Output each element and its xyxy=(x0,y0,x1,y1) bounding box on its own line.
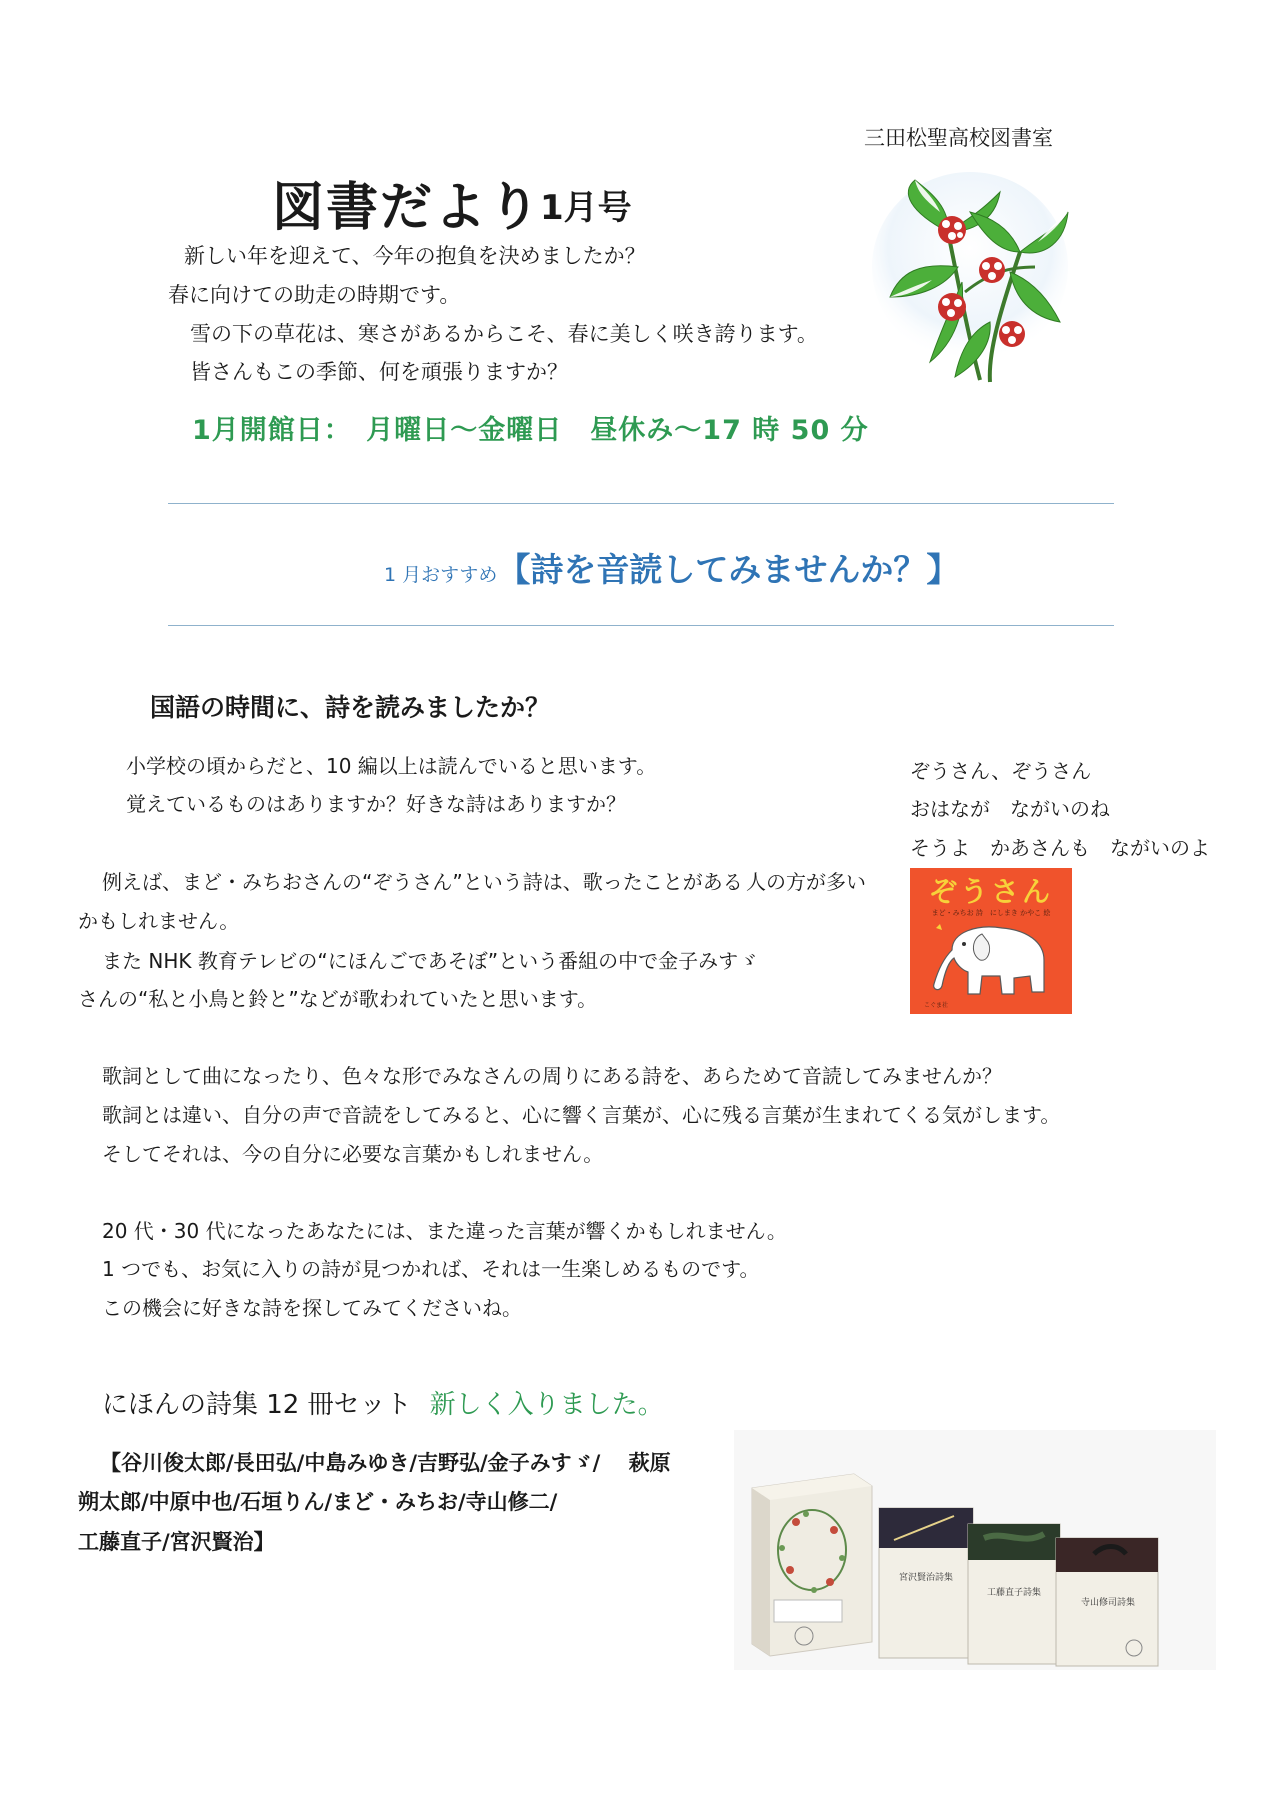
author-line: 朔太郎/中原中也/石垣りん/まど・みちお/寺山修二/ xyxy=(78,1490,558,1514)
spine-title-3: 寺山修司詩集 xyxy=(1080,1598,1136,1608)
school-name: 三田松聖高校図書室 xyxy=(864,126,1053,150)
poetry-set-heading xyxy=(102,1384,664,1421)
author-line: 【谷川俊太郎/長田弘/中島みゆき/吉野弘/金子みすゞ/ 萩原 xyxy=(100,1451,671,1475)
poem-line: ぞうさん、ぞうさん xyxy=(910,759,1092,783)
body-line: 小学校の頃からだと、10 編以上は読んでいると思います。 xyxy=(126,754,657,778)
spine-title-1: 宮沢賢治詩集 xyxy=(898,1573,954,1583)
poetry-set-photo xyxy=(734,1430,1216,1670)
intro-line: 皆さんもこの季節、何を頑張りますか？ xyxy=(190,360,568,384)
intro-line: 春に向けての助走の時期です。 xyxy=(168,283,461,307)
body-line: 歌詞とは違い、自分の声で音読をしてみると、心に響く言葉が、心に残る言葉が生まれてくる気がします。 xyxy=(102,1103,1061,1127)
spine-title-2: 工藤直子詩集 xyxy=(986,1588,1042,1598)
newsletter-title: 図書だより xyxy=(272,178,543,238)
body-line: さんの“私と小鳥と鈴と”などが歌われていたと思います。 xyxy=(78,987,598,1011)
poem-line: そうよ かあさんも ながいのよ xyxy=(910,836,1210,860)
new-arrival-label: 新しく入りました。 xyxy=(429,1390,664,1420)
body-line: 人の方が多い xyxy=(746,870,866,894)
body-line: 歌詞として曲になったり、色々な形でみなさんの周りにある詩を、あらためて音読してみませんか？ xyxy=(102,1064,1002,1088)
intro-line: 雪の下の草花は、寒さがあるからこそ、春に美しく咲き誇ります。 xyxy=(190,322,818,346)
opening-hours: 1月開館日： 月曜日～金曜日 昼休み～17 時 50 分 xyxy=(192,415,869,446)
book-cover-subtitle: まど・みちお 詩 にしまき かやこ 絵 xyxy=(931,909,1051,917)
body-line: 20 代・30 代になったあなたには、また違った言葉が響くかもしれません。 xyxy=(102,1219,787,1243)
intro-line: 新しい年を迎えて、今年の抱負を決めましたか？ xyxy=(184,244,646,268)
body-line: そしてそれは、今の自分に必要な言葉かもしれません。 xyxy=(102,1142,604,1166)
body-line: また NHK 教育テレビの“にほんごであそぼ”という番組の中で金子みすゞ xyxy=(102,949,759,973)
flower-illustration xyxy=(870,172,1070,387)
book-cover-publisher: こぐま社 xyxy=(924,1002,949,1009)
author-line: 工藤直子/宮沢賢治】 xyxy=(78,1530,275,1554)
poetry-set-title: にほんの詩集 12 冊セット xyxy=(102,1390,412,1420)
book-cover-zousan xyxy=(910,868,1072,1014)
poem-line: おはなが ながいのね xyxy=(910,797,1110,821)
book-cover-title: ぞうさん xyxy=(928,875,1053,908)
body-line: 例えば、まど・みちおさんの“ぞうさん”という詩は、歌ったことがある xyxy=(102,870,743,894)
recommendation-banner xyxy=(384,544,959,591)
recommendation-label: 1 月おすすめ xyxy=(384,564,498,586)
body-line: この機会に好きな詩を探してみてくださいね。 xyxy=(102,1296,522,1320)
divider-bottom xyxy=(168,625,1114,626)
body-line: かもしれません。 xyxy=(78,909,240,933)
elephant-illustration xyxy=(922,920,1062,1002)
section-heading: 国語の時間に、詩を読みましたか？ xyxy=(150,693,551,722)
divider-top xyxy=(168,503,1114,504)
body-line: 覚えているものはありますか？好きな詩はありますか？ xyxy=(126,792,626,816)
body-line: 1 つでも、お気に入りの詩が見つかれば、それは一生楽しめるものです。 xyxy=(102,1257,760,1281)
recommendation-title: 【詩を音読してみませんか？】 xyxy=(497,550,960,589)
issue-label: 1月号 xyxy=(540,188,632,228)
